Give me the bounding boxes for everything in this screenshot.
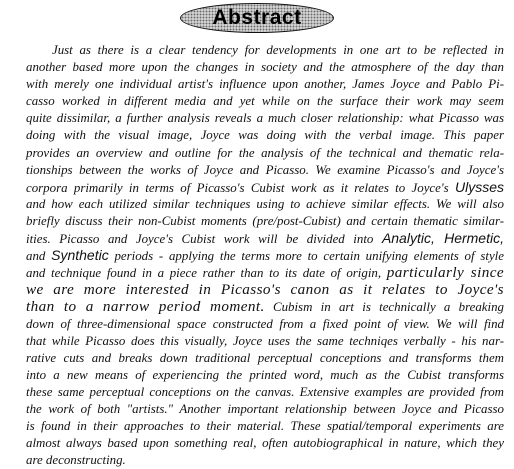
heading-badge xyxy=(180,3,334,33)
abstract-line: are deconstructing. xyxy=(26,453,126,468)
emphasized-term: Synthetic xyxy=(51,247,109,264)
abstract-line: into a new means of experiencing the printed word, much as the Cubist transforms xyxy=(26,367,504,382)
abstract-line: that while Picasso does this visually, Joyce uses the same techniqes verbally - his nar- xyxy=(26,333,504,348)
abstract-line: and Synthetic periods - applying the terms more to certain unifying elements of style xyxy=(26,247,504,264)
heading-container xyxy=(0,0,514,40)
abstract-line: casso worked in different media and yet while on the surface their work may seem xyxy=(26,94,504,109)
abstract-line: with merely one individual artist's influence upon another, James Joyce and Pablo Pi- xyxy=(26,77,504,92)
emphasized-term: Ulysses xyxy=(454,178,504,195)
abstract-line: Just as there is a clear tendency for developments in one art to be reflected in xyxy=(52,43,504,57)
abstract-line: and how each utilized similar techniques using to achieve similar effects. We will also xyxy=(26,196,504,211)
abstract-line: down of three-dimensional space constructed from a fixed point of view. We will find xyxy=(26,316,504,331)
abstract-line: ities. Picasso and Joyce's Cubist work will be divided into Analytic, Hermetic, xyxy=(26,230,504,247)
abstract-line: the work of both "artists." Another important relationship between Joyce and Picasso xyxy=(26,401,504,416)
abstract-line: briefly discuss their non-Cubist moments (pre/post-Cubist) and certain thematic similar- xyxy=(26,213,504,228)
abstract-line xyxy=(26,281,504,298)
abstract-line: provides an overview and outline for the analysis of the technical and thematic rela- xyxy=(26,145,504,160)
emphasized-phrase: we are more interested in Picasso's canon as it relates to Joyce's xyxy=(26,281,504,299)
emphasized-phrase: than to a narrow period moment. xyxy=(26,298,265,316)
emphasized-term: Analytic, Hermetic, xyxy=(381,230,504,247)
abstract-line: than to a narrow period moment. Cubism in art is technically a breaking xyxy=(26,298,504,316)
abstract-line: these same perceptual conceptions on the canvas. Extensive examples are provided from xyxy=(26,384,504,399)
abstract-line: rative cuts and breaks down traditional perceptual conceptions and transforms them xyxy=(26,350,504,365)
emphasized-phrase: particularly since xyxy=(386,264,504,282)
abstract-line: corpora primarily in terms of Picasso's Cubist work as it relates to Joyce's Ulysses xyxy=(26,178,504,195)
abstract-line: almost always based upon something real, often autobiographical in nature, which they xyxy=(26,436,504,451)
abstract-line: doing with the visual image, Joyce was doing with the verbal image. This paper xyxy=(26,128,504,143)
abstract-line: another based more upon the changes in society and the atmosphere of the day than xyxy=(26,60,504,75)
abstract-body xyxy=(26,42,504,469)
abstract-line: is found in their approaches to their material. These spatial/temporal experiments are xyxy=(26,419,504,434)
abstract-line: quite dissimilar, a further analysis reveals a much closer relationship: what Picasso was xyxy=(26,111,504,126)
abstract-line: tionships between the works of Joyce and Picasso. We examine Picasso's and Joyce's xyxy=(26,162,504,177)
abstract-line: and technique found in a piece rather than to its date of origin, particularly since xyxy=(26,264,504,282)
abstract-heading: Abstract xyxy=(212,6,302,29)
